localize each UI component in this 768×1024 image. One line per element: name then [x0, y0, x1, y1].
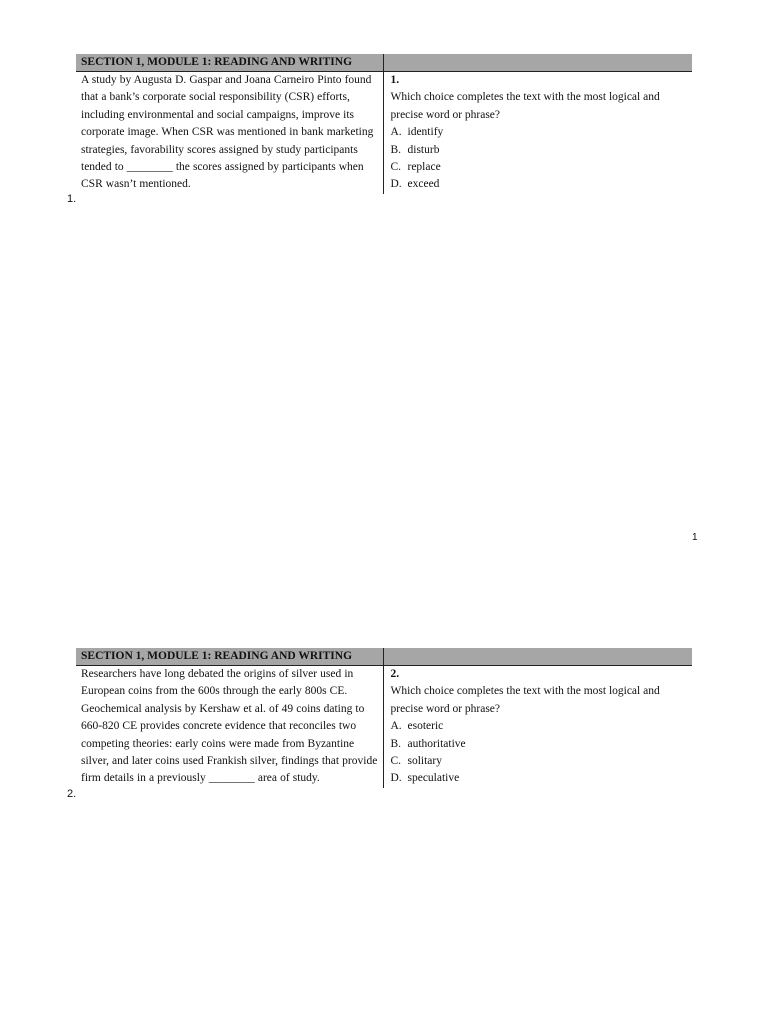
answer-option-a[interactable]: A. identify — [390, 126, 444, 139]
question-table-2 — [76, 648, 692, 788]
question-number: 1. — [390, 74, 400, 86]
question-marker: 2. — [67, 788, 77, 800]
passage-text: Researchers have long debated the origins of silver used in European coins from the 600s through the early 800s CE. Geochemical analysis by Kershaw et al. of 49 coins dating to 660-820 CE provides concrete evidence that reconciles two competing theories: early coins were made from Byzantine silver, and later coins used Frankish silver, findings that provide firm details in a previously ________ area of study. — [81, 668, 378, 785]
passage-text: A study by Augusta D. Gaspar and Joana Carneiro Pinto found that a bank’s corporate social responsibility (CSR) efforts, including environmental and social campaigns, improve its corporate image. When CSR was mentioned in bank marketing strategies, favorability scores assigned by study participants tended to ________ the scores assigned by participants when CSR wasn’t mentioned. — [81, 74, 374, 191]
answer-option-d[interactable]: D. exceed — [390, 178, 440, 191]
answer-option-a[interactable]: A. esoteric — [390, 720, 444, 733]
question-prompt: Which choice completes the text with the most logical and precise word or phrase? — [390, 685, 660, 715]
question-table-1 — [76, 54, 692, 194]
question-prompt: Which choice completes the text with the most logical and precise word or phrase? — [390, 91, 660, 121]
question-block-2 — [76, 648, 692, 788]
question-number: 2. — [390, 668, 400, 680]
question-cell — [383, 72, 692, 194]
answer-option-c[interactable]: C. replace — [390, 161, 441, 174]
answer-option-d[interactable]: D. speculative — [390, 772, 460, 785]
answer-option-b[interactable]: B. disturb — [390, 143, 440, 156]
question-cell — [383, 666, 692, 788]
section-header: SECTION 1, MODULE 1: READING AND WRITING — [76, 54, 383, 72]
answer-option-c[interactable]: C. solitary — [390, 755, 442, 768]
section-header: SECTION 1, MODULE 1: READING AND WRITING — [76, 648, 383, 666]
question-marker: 1. — [67, 193, 77, 205]
page-number: 1 — [692, 532, 698, 543]
question-block-1 — [76, 54, 692, 194]
answer-option-b[interactable]: B. authoritative — [390, 737, 466, 750]
section-header-blank — [383, 648, 692, 666]
section-header-blank — [383, 54, 692, 72]
